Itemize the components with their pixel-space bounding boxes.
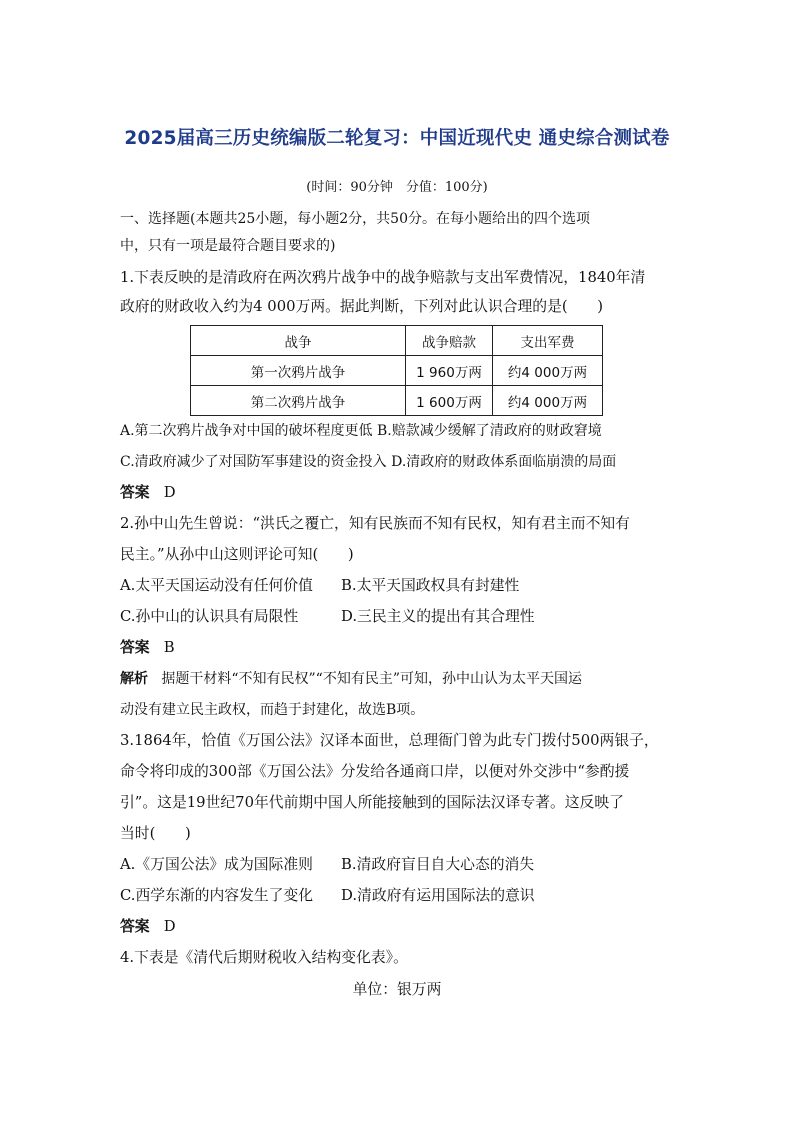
q1-stem-line-2: 政府的财政收入约为4 000万两。据此判断，下列对此认识合理的是( ) xyxy=(120,298,604,315)
q4-stem-line-1: 4.下表是《清代后期财税收入结构变化表》。 xyxy=(120,949,408,966)
q2-option-a: A.太平天国运动没有任何价值 xyxy=(120,577,313,594)
answer-value: B xyxy=(163,639,175,656)
q1-table xyxy=(190,325,603,416)
q3-options-cd xyxy=(120,886,535,906)
q3-option-a: A.《万国公法》成为国际准则 xyxy=(120,856,313,873)
analysis-label: 解析 xyxy=(120,671,148,687)
answer-label: 答案 xyxy=(120,639,150,656)
q3-stem-line-3: 引”。这是19世纪70年代前期中国人所能接触到的国际法汉译专著。这反映了 xyxy=(120,794,624,811)
answer-label: 答案 xyxy=(120,918,150,935)
analysis-text: 据题干材料“不知有民权”“不知有民主”可知，孙中山认为太平天国运 xyxy=(161,671,582,687)
table-header-cell: 战争赔款 xyxy=(406,326,493,356)
q3-options-ab xyxy=(120,855,534,875)
q3-option-b: B.清政府盲目自大心态的消失 xyxy=(341,856,535,873)
table-header-row xyxy=(191,326,603,356)
table-cell: 约4 000万两 xyxy=(493,386,603,416)
answer-value: D xyxy=(163,484,176,501)
q2-option-b: B.太平天国政权具有封建性 xyxy=(341,577,520,594)
table-header-cell: 战争 xyxy=(191,326,406,356)
table-cell: 约4 000万两 xyxy=(493,356,603,386)
table-row xyxy=(191,356,603,386)
q1-options-cd: C.清政府减少了对国防军事建设的资金投入 D.清政府的财政体系面临崩溃的局面 xyxy=(120,454,617,470)
exam-title: 2025届高三历史统编版二轮复习：中国近现代史 通史综合测试卷 xyxy=(124,128,670,149)
q2-stem-line-1: 2.孙中山先生曾说：“洪氏之覆亡，知有民族而不知有民权，知有君主而不知有 xyxy=(120,515,630,532)
q3-option-d: D.清政府有运用国际法的意识 xyxy=(341,887,535,904)
q2-stem-line-2: 民主。”从孙中山这则评论可知( ) xyxy=(120,546,354,563)
table-cell: 1 600万两 xyxy=(406,386,493,416)
table-header-cell: 支出军费 xyxy=(493,326,603,356)
q3-answer xyxy=(120,917,176,937)
q4-unit-label: 单位：银万两 xyxy=(352,981,442,998)
q1-options-ab: A.第二次鸦片战争对中国的破坏程度更低 B.赔款减少缓解了清政府的财政窘境 xyxy=(120,423,602,439)
table-row xyxy=(191,386,603,416)
q3-stem-line-1: 3.1864年，恰值《万国公法》汉译本面世，总理衙门曾为此专门拨付500两银子， xyxy=(120,732,659,749)
q3-option-c: C.西学东渐的内容发生了变化 xyxy=(120,887,314,904)
table-cell: 第二次鸦片战争 xyxy=(191,386,406,416)
q3-stem-line-2: 命令将印成的300部《万国公法》分发给各通商口岸，以便对外交涉中“参酌援 xyxy=(120,763,630,780)
q2-options-cd xyxy=(120,607,535,627)
q2-options-ab xyxy=(120,576,519,596)
q2-analysis-line-2: 动没有建立民主政权，而趋于封建化，故选B项。 xyxy=(120,702,425,718)
answer-value: D xyxy=(163,918,176,935)
exam-subtitle: (时间：90分钟 分值：100分) xyxy=(306,180,488,195)
section-heading-line-2: 中，只有一项是最符合题目要求的) xyxy=(120,238,336,254)
q2-option-d: D.三民主义的提出有其合理性 xyxy=(341,608,535,625)
q1-answer xyxy=(120,483,176,503)
q2-analysis-line-1 xyxy=(120,669,582,689)
table-cell: 第一次鸦片战争 xyxy=(191,356,406,386)
q2-answer xyxy=(120,638,175,658)
section-heading-line-1: 一、选择题(本题共25小题，每小题2分，共50分。在每小题给出的四个选项 xyxy=(120,211,590,227)
q1-stem-line-1: 1.下表反映的是清政府在两次鸦片战争中的战争赔款与支出军费情况，1840年清 xyxy=(120,269,646,286)
table-cell: 1 960万两 xyxy=(406,356,493,386)
q2-option-c: C.孙中山的认识具有局限性 xyxy=(120,608,299,625)
answer-label: 答案 xyxy=(120,484,150,501)
q3-stem-line-4: 当时( ) xyxy=(120,825,191,842)
